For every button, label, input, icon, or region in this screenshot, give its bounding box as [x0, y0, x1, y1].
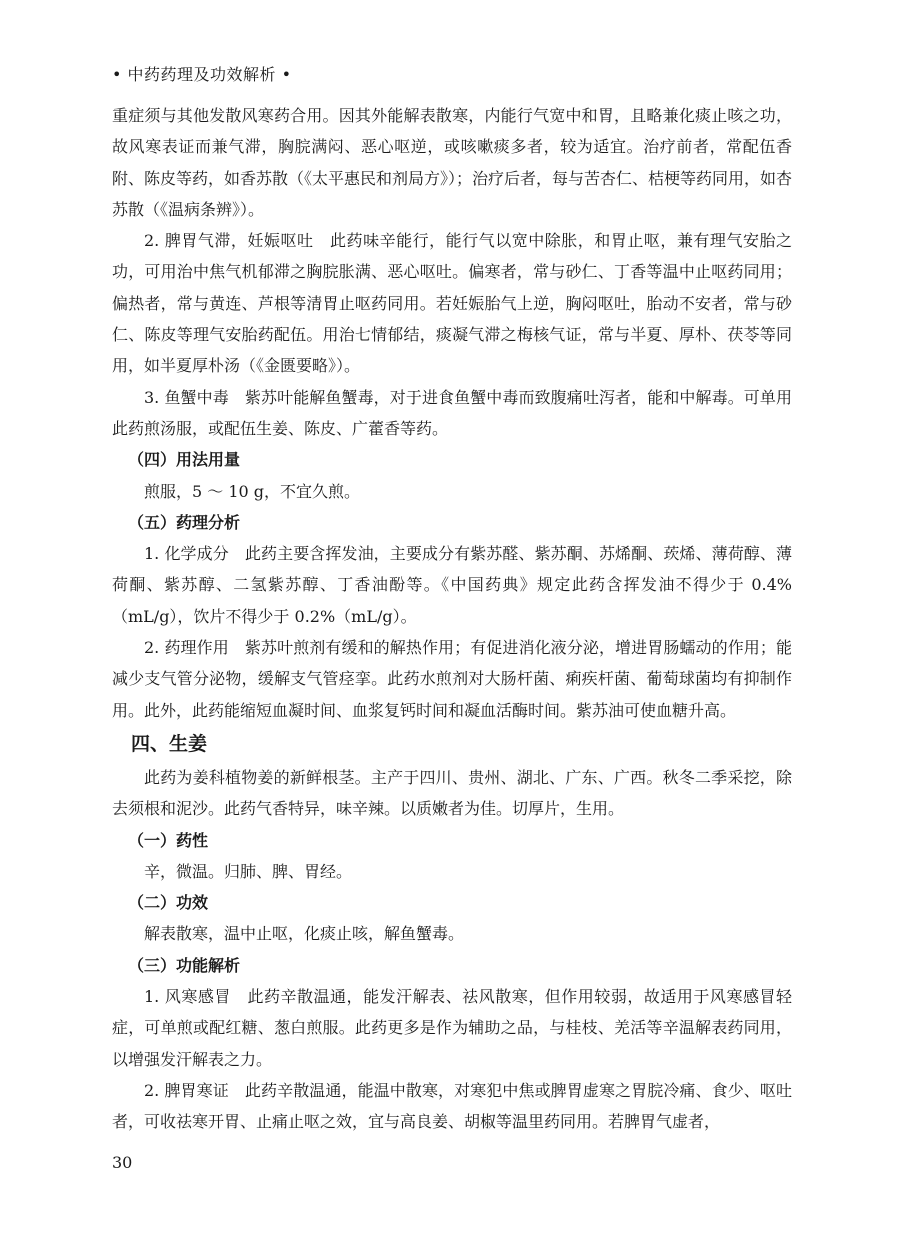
heading-efficacy: （二）功效	[128, 893, 209, 913]
main-text	[112, 100, 792, 1138]
page-number: 30	[112, 1153, 133, 1172]
paragraph-pharmacological-action: 2. 药理作用 紫苏叶煎剂有缓和的解热作用；有促进消化液分泌，增进胃肠蠕动的作用；能减少支气管分泌物，缓解支气管痉挛。此药水煎剂对大肠杆菌、痢疾杆菌、葡萄球菌均有抑制作用。此外，此药能缩短血凝时间、血浆复钙时间和凝血活酶时间。紫苏油可使血糖升高。	[112, 638, 792, 720]
section-heading-ginger: 四、生姜	[131, 732, 208, 755]
paragraph-spleen-stomach-cold: 2. 脾胃寒证 此药辛散温通，能温中散寒，对寒犯中焦或脾胃虚寒之胃脘冷痛、食少、呕吐者，可收祛寒开胃、止痛止呕之效，宜与高良姜、胡椒等温里药同用。若脾胃气虚者，	[112, 1080, 792, 1132]
paragraph-chemical-composition: 1. 化学成分 此药主要含挥发油，主要成分有紫苏醛、紫苏酮、苏烯酮、莰烯、薄荷醇、薄荷酮、紫苏醇、二氢紫苏醇、丁香油酚等。《中国药典》规定此药含挥发油不得少于 0.4%（mL/g），饮片不得少于 0.2%（mL/g）。	[112, 544, 792, 626]
paragraph-fish-crab-poisoning: 3. 鱼蟹中毒 紫苏叶能解鱼蟹毒，对于进食鱼蟹中毒而致腹痛吐泻者，能和中解毒。可单用此药煎汤服，或配伍生姜、陈皮、广藿香等药。	[112, 387, 792, 438]
paragraph-usage-dosage: 煎服，5 ～ 10 g，不宜久煎。	[144, 481, 361, 501]
heading-function-analysis: （三）功能解析	[128, 955, 241, 975]
paragraph-spleen-stomach-qi: 2. 脾胃气滞，妊娠呕吐 此药味辛能行，能行气以宽中除胀，和胃止呕，兼有理气安胎之功，可用治中焦气机郁滞之胸脘胀满、恶心呕吐。偏寒者，常与砂仁、丁香等温中止呕药同用；偏热者，常与黄连、芦根等清胃止呕药同用。若妊娠胎气上逆，胸闷呕吐，胎动不安者，常与砂仁、陈皮等理气安胎药配伍。用治七情郁结，痰凝气滞之梅核气证，常与半夏、厚朴、茯苓等同用，如半夏厚朴汤（《金匮要略》）。	[112, 231, 792, 376]
paragraph-continued: 重症须与其他发散风寒药合用。因其外能解表散寒，内能行气宽中和胃，且略兼化痰止咳之功，故风寒表证而兼气滞，胸脘满闷、恶心呕逆，或咳嗽痰多者，较为适宜。治疗前者，常配伍香附、陈皮等药，如香苏散（《太平惠民和剂局方》）；治疗后者，每与苦杏仁、桔梗等药同用，如杏苏散（《温病条辨》）。	[112, 106, 793, 219]
heading-pharmacology: （五）药理分析	[128, 512, 241, 532]
paragraph-ginger-intro: 此药为姜科植物姜的新鲜根茎。主产于四川、贵州、湖北、广东、广西。秋冬二季采挖，除去须根和泥沙。此药气香特异，味辛辣。以质嫩者为佳。切厚片，生用。	[112, 767, 792, 819]
paragraph-drug-nature: 辛，微温。归肺、脾、胃经。	[144, 861, 353, 881]
running-header: • 中药药理及功效解析 •	[112, 65, 292, 84]
heading-usage-dosage: （四）用法用量	[128, 450, 241, 470]
paragraph-wind-cold: 1. 风寒感冒 此药辛散温通，能发汗解表、祛风散寒，但作用较弱，故适用于风寒感冒轻症，可单煎或配红糖、葱白煎服。此药更多是作为辅助之品，与桂枝、羌活等辛温解表药同用，以增强发汗解表之力。	[112, 987, 792, 1069]
paragraph-efficacy: 解表散寒，温中止呕，化痰止咳，解鱼蟹毒。	[144, 924, 465, 944]
heading-drug-nature: （一）药性	[128, 830, 209, 850]
